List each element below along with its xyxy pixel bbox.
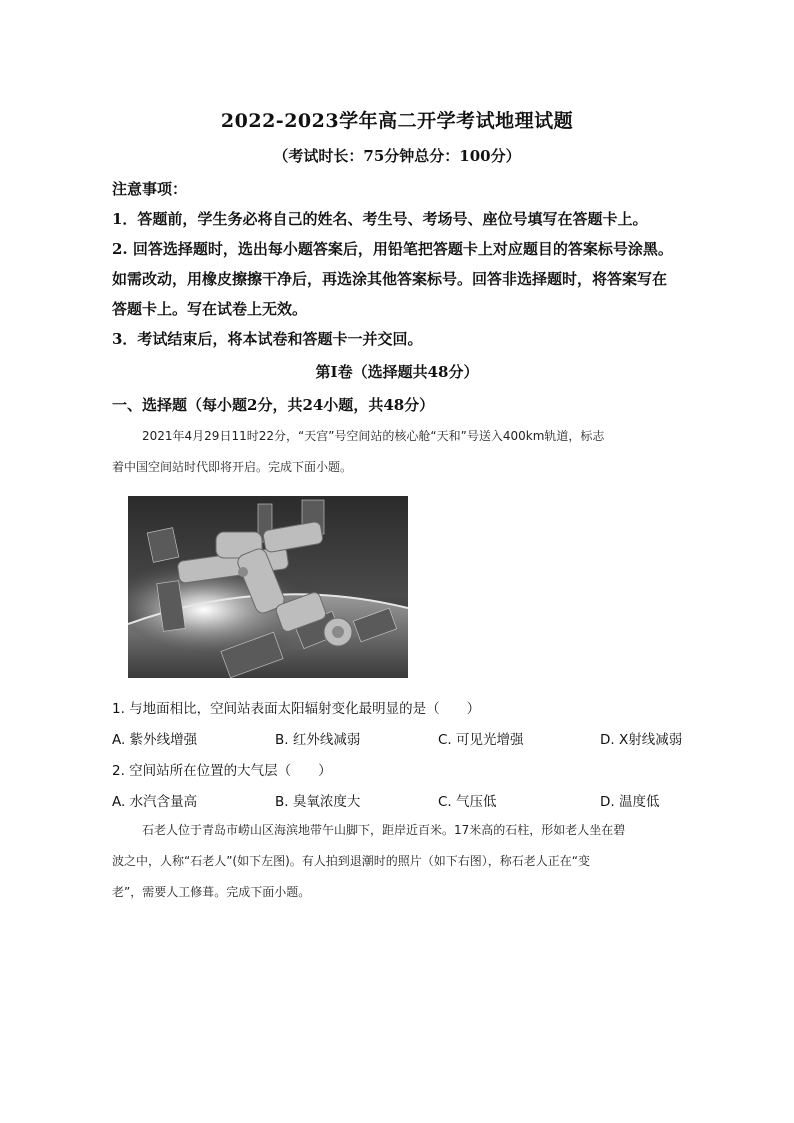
question-2-option-b: B. 臭氧浓度大 (275, 794, 361, 810)
passage-stone-old-man (112, 815, 692, 908)
passage-line: 老”，需要人工修葺。完成下面小题。 (112, 885, 311, 899)
question-2-option-d: D. 温度低 (600, 794, 660, 810)
question-1-option-d: D. X射线减弱 (600, 732, 683, 748)
question-2-option-c: C. 气压低 (438, 794, 497, 810)
space-station-photo (128, 496, 408, 678)
question-1-stem: 1. 与地面相比，空间站表面太阳辐射变化最明显的是（ ） (112, 701, 481, 717)
notes-item-2-line-3: 答题卡上。写在试卷上无效。 (112, 300, 308, 318)
volume-heading: 第Ⅰ卷（选择题共48分） (315, 363, 479, 381)
section-heading: 一、选择题（每小题2分，共24小题，共48分） (112, 396, 435, 414)
exam-title: 2022-2023学年高二开学考试地理试题 (220, 110, 574, 132)
notes-heading: 注意事项： (112, 180, 188, 198)
question-2-stem: 2. 空间站所在位置的大气层（ ） (112, 763, 332, 779)
passage-space-station (112, 421, 692, 483)
question-1-option-a: A. 紫外线增强 (112, 732, 198, 748)
notes-item-1: 1．答题前，学生务必将自己的姓名、考生号、考场号、座位号填写在答题卡上。 (112, 210, 648, 228)
question-1-option-b: B. 红外线减弱 (275, 732, 361, 748)
passage-line: 石老人位于青岛市崂山区海滨地带午山脚下，距岸近百米。17米高的石柱，形如老人坐在碧 (142, 823, 626, 837)
exam-subtitle: （考试时长：75分钟总分：100分） (273, 147, 521, 165)
question-2-option-a: A. 水汽含量高 (112, 794, 198, 810)
passage-line: 着中国空间站时代即将开启。完成下面小题。 (112, 460, 353, 474)
notes-item-2-line-2: 如需改动，用橡皮擦擦干净后，再选涂其他答案标号。回答非选择题时，将答案写在 (112, 270, 668, 288)
passage-line: 2021年4月29日11时22分，“天宫”号空间站的核心舱“天和”号送入400km轨道，标志 (142, 429, 605, 443)
passage-line: 波之中，人称“石老人”(如下左图)。有人拍到退潮时的照片（如下右图），称石老人正在“变 (112, 854, 591, 868)
notes-item-3: 3．考试结束后，将本试卷和答题卡一并交回。 (112, 330, 423, 348)
notes-item-2-line-1: 2. 回答选择题时，选出每小题答案后，用铅笔把答题卡上对应题目的答案标号涂黑。 (112, 240, 673, 258)
question-1-option-c: C. 可见光增强 (438, 732, 524, 748)
